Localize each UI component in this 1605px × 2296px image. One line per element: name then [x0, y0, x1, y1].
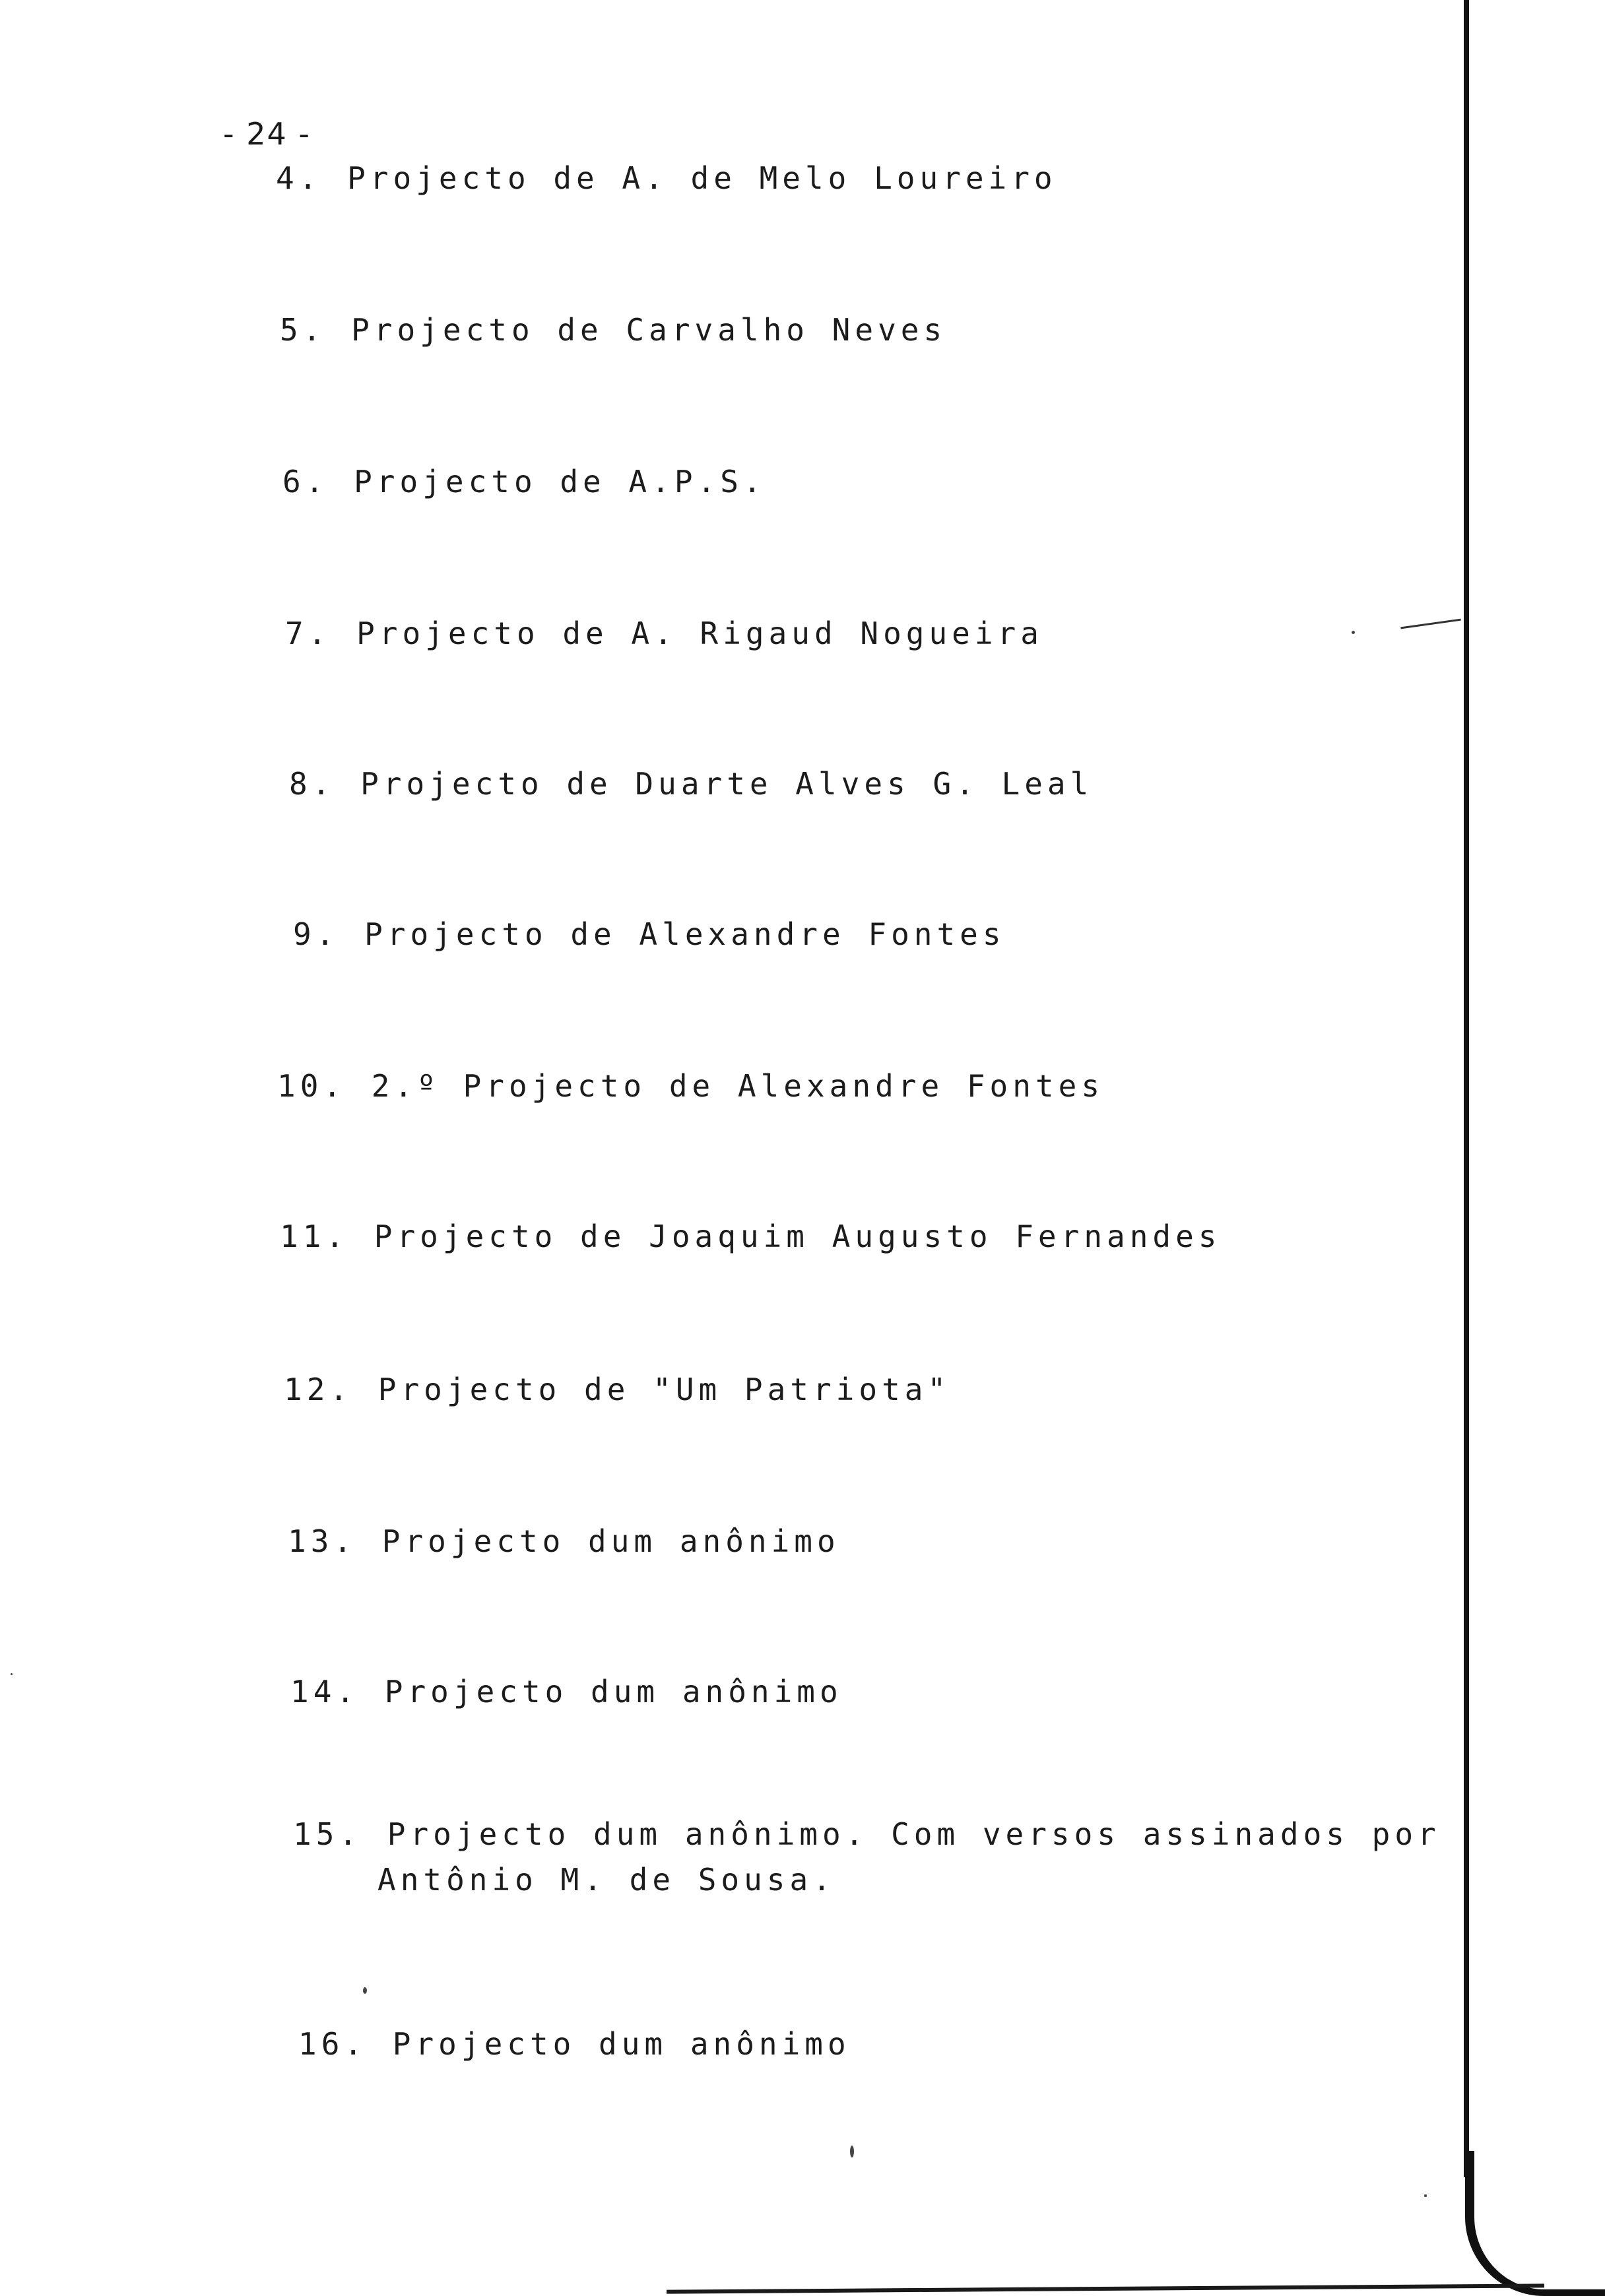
list-item: [277, 1069, 1104, 1104]
item-number: 16.: [298, 2026, 368, 2062]
item-continuation: Antônio M. de Sousa.: [377, 1861, 835, 1897]
list-item: [293, 1817, 1441, 1897]
item-text: Projecto de Duarte Alves G. Leal: [360, 766, 1094, 802]
list-item: [298, 2027, 851, 2062]
item-number: 9.: [293, 916, 339, 952]
list-item: [285, 616, 1043, 651]
list-item: [280, 1219, 1222, 1254]
list-item: [276, 161, 1057, 196]
item-number: 7.: [285, 616, 331, 651]
scan-speck: [1352, 631, 1355, 634]
item-text: Projecto dum anônimo: [384, 1674, 843, 1709]
list-item: [290, 1674, 843, 1709]
item-number: 4.: [276, 160, 322, 196]
item-text: Projecto dum anônimo: [392, 2026, 851, 2062]
item-number: 14.: [290, 1674, 360, 1709]
item-number: 10.: [277, 1068, 346, 1104]
margin-mark: [1400, 619, 1461, 629]
scan-speck: [850, 2146, 854, 2157]
list-item: [284, 1372, 950, 1407]
page-bottom-edge: [667, 2283, 1544, 2293]
item-number: 8.: [289, 766, 335, 802]
page-number: - 24 -: [223, 116, 311, 152]
item-text: 2.º Projecto de Alexandre Fontes: [371, 1068, 1105, 1104]
item-number: 11.: [280, 1219, 349, 1254]
list-item: [282, 464, 766, 499]
scan-speck: [11, 1673, 13, 1675]
item-text: Projecto de Carvalho Neves: [351, 312, 947, 348]
item-text: Projecto de A. de Melo Loureiro: [347, 160, 1057, 196]
scan-speck: [363, 1987, 367, 1994]
item-number: 5.: [280, 312, 326, 348]
item-text: Projecto de Joaquim Augusto Fernandes: [374, 1219, 1222, 1254]
item-number: 13.: [288, 1523, 357, 1559]
item-number: 15.: [293, 1816, 362, 1852]
item-text: Projecto de A. Rigaud Nogueira: [356, 616, 1043, 651]
scan-speck: [1424, 2194, 1427, 2197]
page-edge-curl: [1465, 2151, 1605, 2296]
list-item: [293, 917, 1006, 952]
item-number: 12.: [284, 1372, 353, 1407]
list-item: [289, 767, 1093, 802]
item-text: Projecto dum anônimo. Com versos assinados por: [387, 1816, 1441, 1852]
page-edge-line: [1464, 0, 1469, 2177]
item-number: 6.: [282, 464, 329, 499]
list-item: [288, 1524, 840, 1559]
list-item: [280, 313, 946, 348]
item-text: Projecto de Alexandre Fontes: [364, 916, 1006, 952]
item-text: Projecto de "Um Patriota": [377, 1372, 951, 1407]
item-text: Projecto dum anônimo: [381, 1523, 840, 1559]
item-text: Projecto de A.P.S.: [354, 464, 766, 499]
